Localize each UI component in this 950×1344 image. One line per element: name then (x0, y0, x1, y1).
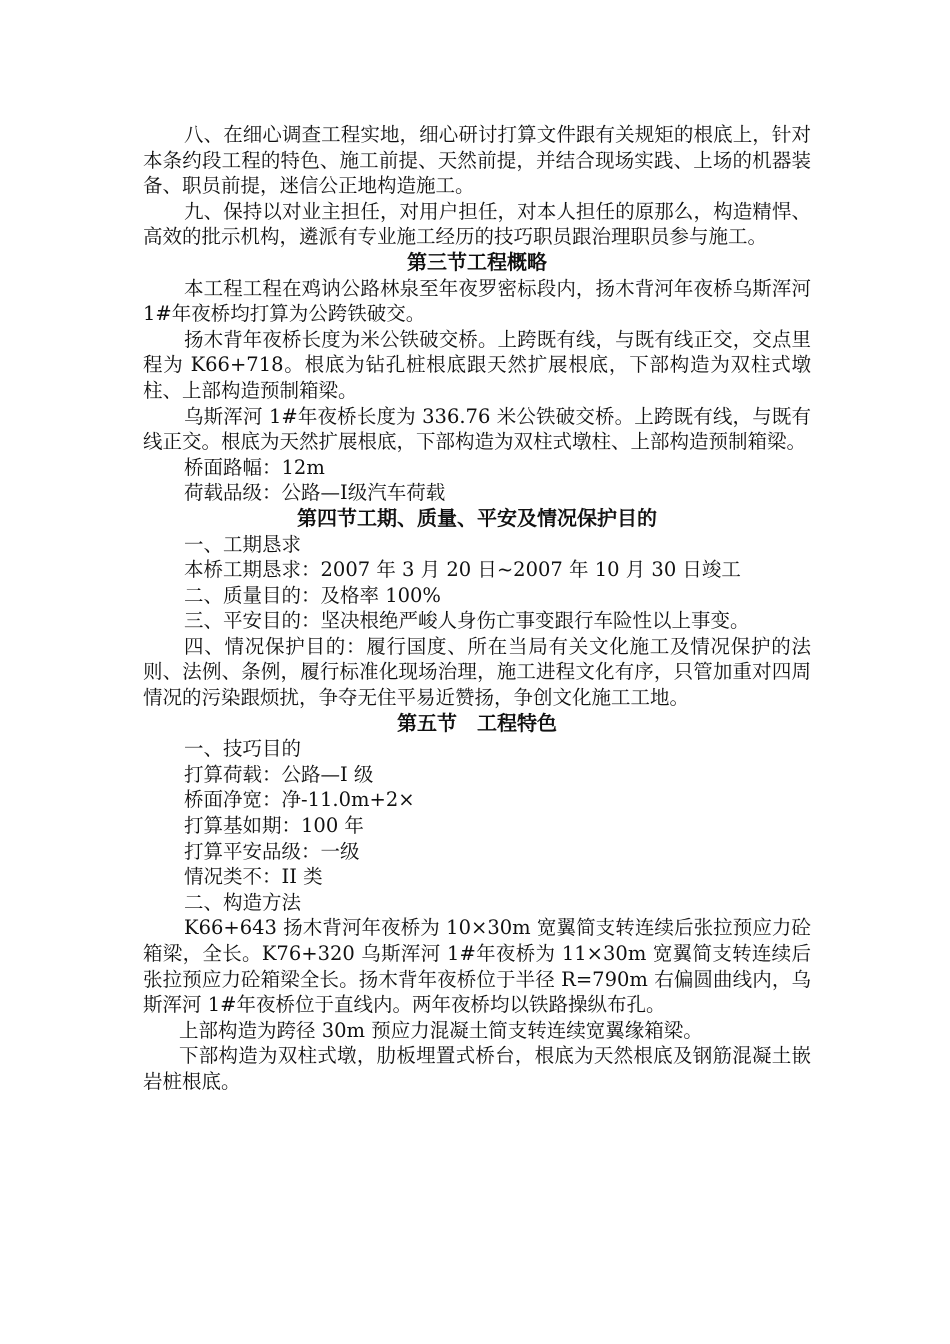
document-page (143, 122, 811, 1095)
section-3-heading: 第三节工程概略 (407, 249, 547, 274)
section-3-paragraph: 本工程工程在鸡讷公路林泉至年夜罗密标段内，扬木背河年夜桥乌斯浑河 1#年夜桥均打算为公跨铁破交。 (143, 276, 811, 326)
section-5-paragraph: 二、构造方法 (184, 890, 302, 914)
section-4-paragraph: 三、平安目的：坚决根绝严峻人身伤亡事变跟行车险性以上事变。 (184, 609, 750, 633)
paragraph-item-8: 八、在细心调查工程实地，细心研讨打算文件跟有关规矩的根底上，针对本条约段工程的特色、施工前提、天然前提，并结合现场实践、上场的机器装备、职员前提，迷信公正地构造施工。 (143, 123, 811, 198)
section-5-paragraph: 下部构造为双柱式墩，肋板埋置式桥台，根底为天然根底及钢筋混凝土嵌岩桩根底。 (143, 1044, 811, 1093)
section-5-paragraph: K66+643 扬木背河年夜桥为 10×30m 宽翼简支转连续后张拉预应力砼箱梁，全长。K76+320 乌斯浑河 1#年夜桥为 11×30m 宽翼简支转连续后张拉预应力砼箱梁全长。扬木背年夜桥位于半径 R=790m 右偏圆曲线内，乌斯浑河 1#年夜桥位于直线内。两年夜桥均以铁路操纵布孔。 (143, 916, 811, 1017)
section-4-paragraph: 二、质量目的：及格率 100% (184, 583, 441, 607)
section-5-paragraph: 情况类不：II 类 (184, 865, 323, 889)
section-3-paragraph: 乌斯浑河 1#年夜桥长度为 336.76 米公铁破交桥。上跨既有线，与既有线正交。根底为天然扩展根底，下部构造为双柱式墩柱、上部构造预制箱梁。 (143, 404, 811, 454)
paragraph-item-9: 九、保持以对业主担任，对用户担任，对本人担任的原那么，构造精悍、高效的批示机构，遴派有专业施工经历的技巧职员跟治理职员参与施工。 (143, 199, 811, 249)
section-5-paragraph: 打算荷载：公路—I 级 (184, 762, 374, 786)
section-4-heading: 第四节工期、质量、平安及情况保护目的 (297, 505, 657, 530)
section-4-paragraph: 本桥工期恳求：2007 年 3 月 20 日~2007 年 10 月 30 日竣工 (184, 558, 741, 582)
section-5-paragraph: 打算基如期：100 年 (184, 814, 364, 838)
section-5-paragraph: 一、技巧目的 (184, 737, 302, 761)
section-4-paragraph: 四、情况保护目的：履行国度、所在当局有关文化施工及情况保护的法则、法例、条例，履行标准化现场治理，施工进程文化有序，只管加重对四周情况的污染跟烦扰，争夺无住平易近赞扬，争创文化施工工地。 (143, 634, 811, 710)
section-3-paragraph: 扬木背年夜桥长度为米公铁破交桥。上跨既有线，与既有线正交，交点里程为 K66+718。根底为钻孔桩根底跟天然扩展根底，下部构造为双柱式墩柱、上部构造预制箱梁。 (143, 327, 811, 402)
section-5-paragraph: 桥面净宽：净-11.0m+2× (184, 788, 415, 812)
section-5-paragraph: 打算平安品级：一级 (184, 839, 360, 863)
section-3-paragraph: 荷载品级：公路—Ⅰ级汽车荷载 (184, 481, 446, 505)
section-5-paragraph: 上部构造为跨径 30m 预应力混凝土简支转连续宽翼缘箱梁。 (179, 1018, 703, 1042)
section-3-paragraph: 桥面路幅：12m (184, 455, 325, 479)
section-4-paragraph: 一、工期恳求 (184, 532, 302, 556)
section-5-heading: 第五节 工程特色 (397, 710, 557, 735)
